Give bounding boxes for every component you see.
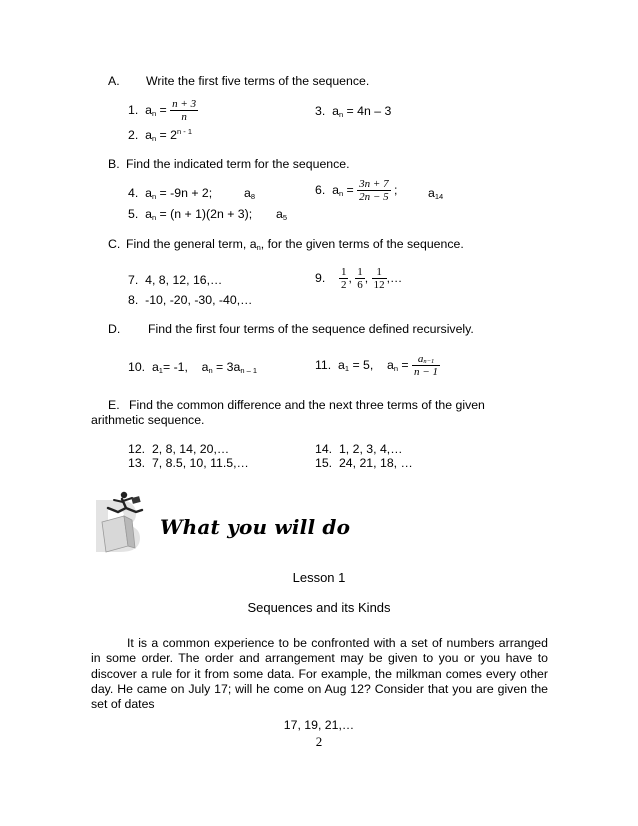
lesson-paragraph: It is a common experience to be confronted with a set of numbers arranged in some order. The order and arrangement may be given to you or you have to discover a rule for it from some data. For example, the milkman comes every other day. He came on July 17; will he come on Aug 12? Consider that you are given the set of dates	[91, 636, 548, 712]
item-2: 2. $a_n = 2^{n - 1}$	[128, 127, 192, 143]
section-c-title: Find the general term, $a_n$, for the given terms of the sequence.	[126, 237, 464, 252]
section-b-label: B.	[108, 157, 120, 171]
fraction-item-1: $\frac{n + 3}{n}$	[172, 98, 197, 124]
item-3: 3. $a_n = 4n - 3$	[315, 104, 392, 119]
item-6: 6. $a_n$ = $\frac{3n + 7}{2n - 5}$ ;	[315, 178, 398, 204]
banner-title: What you will do	[160, 515, 351, 539]
item-12: 12. 2, 8, 14, 20,…	[128, 442, 230, 456]
item-10: 10. $a_1= -1$, $a_n = 3a_{n - 1}$	[128, 360, 257, 375]
item-4: 4. $a_n = -9n + 2$;	[128, 186, 213, 201]
section-c-label: C.	[108, 237, 121, 251]
section-d-title: Find the first four terms of the sequence defined recursively.	[148, 322, 474, 336]
item-4-term: $a_8$	[244, 186, 256, 201]
section-a-label: A.	[108, 74, 120, 88]
lesson-number: Lesson 1	[292, 570, 346, 585]
section-e-title-line2: arithmetic sequence.	[91, 413, 205, 427]
item-8: 8. -10, -20, -30, -40,…	[128, 293, 253, 307]
dates-sequence: 17, 19, 21,…	[283, 718, 355, 732]
item-11: 11. $a_1 = 5$, $a_n$ = $\frac{an-1}{n - 1}$	[315, 353, 438, 379]
item-15: 15. 24, 21, 18, …	[315, 456, 413, 470]
item-9: 9. $\frac{1}{2}$ , $\frac{1}{6}$ , $\frac{1}{12}$ ,…	[315, 266, 403, 292]
section-b-title: Find the indicated term for the sequence.	[126, 157, 350, 171]
section-e-label: E.	[108, 398, 120, 412]
item-1: 1. $a_n$ = $\frac{n + 3}{n}$	[128, 98, 197, 124]
jumping-person-icon	[88, 488, 158, 556]
fraction-item-9-b: $\frac{1}{6}$	[357, 266, 363, 292]
section-a-title: Write the first five terms of the sequence.	[146, 74, 370, 88]
item-13: 13. 7, 8.5, 10, 11.5,…	[128, 456, 249, 470]
item-5: 5. $a_n = (n + 1)(2n + 3)$;	[128, 207, 253, 222]
fraction-item-9-c: $\frac{1}{12}$	[373, 266, 385, 292]
section-d-label: D.	[108, 322, 121, 336]
lesson-title: Sequences and its Kinds	[247, 600, 391, 615]
page-number: 2	[315, 734, 323, 749]
item-7: 7. 4, 8, 12, 16,…	[128, 273, 223, 287]
item-14: 14. 1, 2, 3, 4,…	[315, 442, 403, 456]
fraction-item-11: $\frac{an-1}{n - 1}$	[414, 353, 438, 379]
fraction-item-6: $\frac{3n + 7}{2n - 5}$	[359, 178, 389, 204]
fraction-item-9-a: $\frac{1}{2}$	[340, 266, 347, 292]
item-6-term: $a_{14}$	[428, 186, 444, 201]
section-e-title-line1: Find the common difference and the next three terms of the given	[129, 398, 485, 412]
item-5-term: $a_5$	[276, 207, 288, 222]
